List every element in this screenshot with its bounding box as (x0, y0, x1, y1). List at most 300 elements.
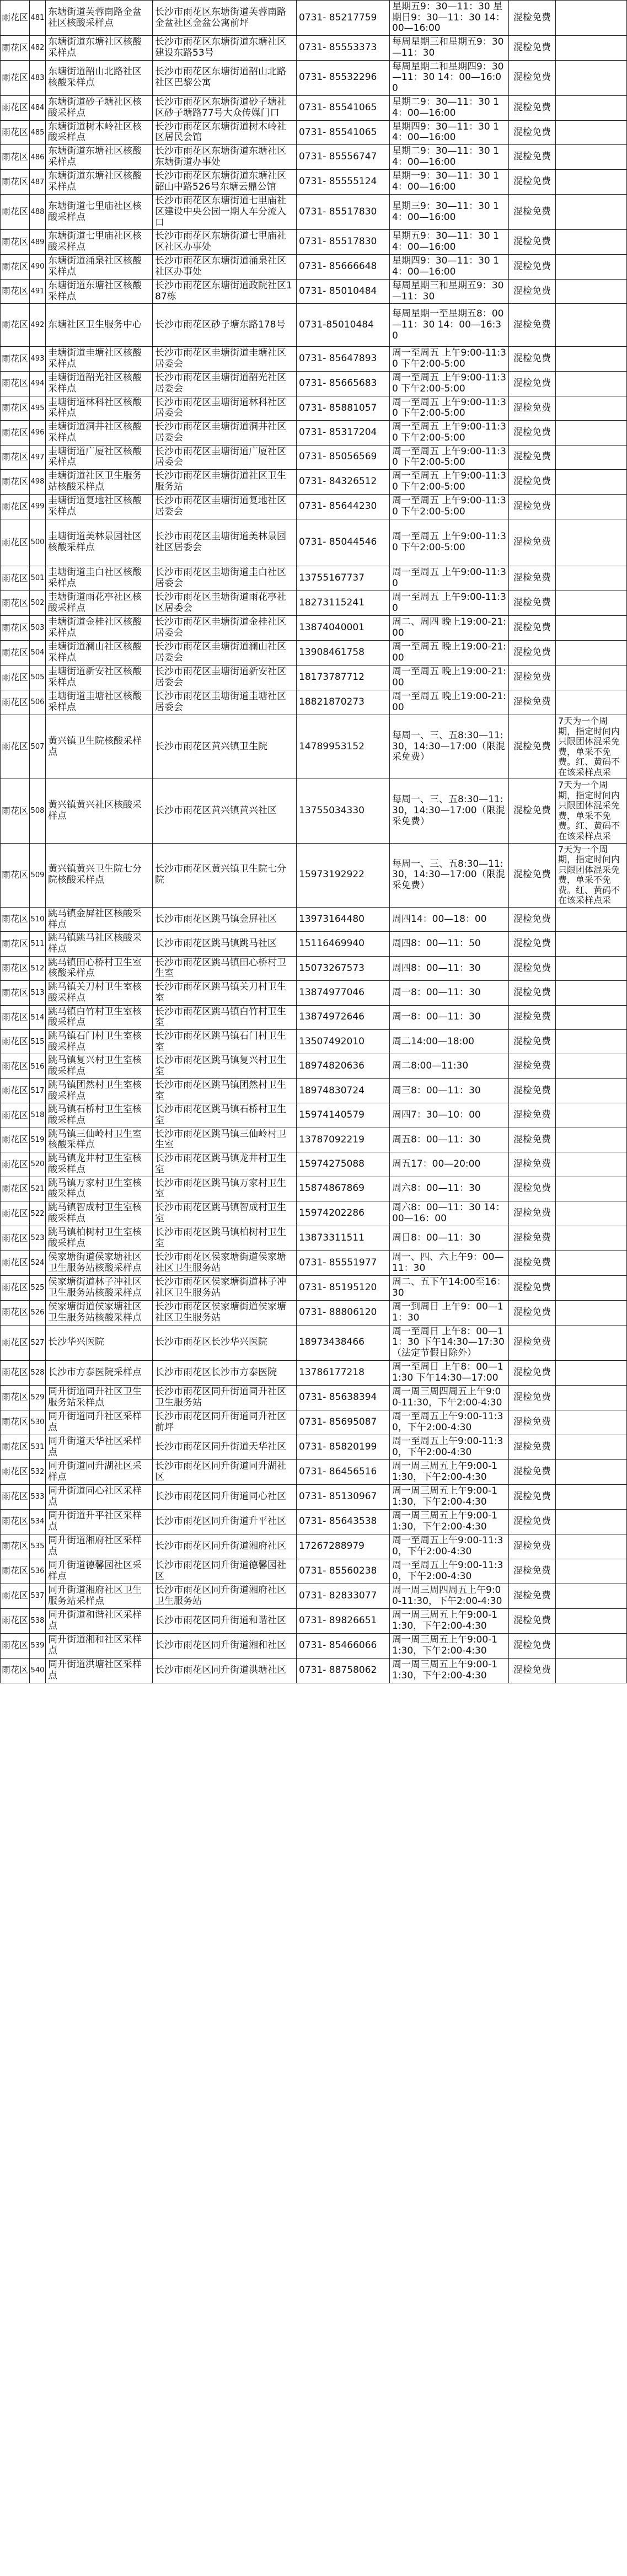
district-cell: 雨花区 (1, 1226, 30, 1251)
note-cell (556, 640, 627, 665)
district-cell: 雨花区 (1, 1608, 30, 1633)
note-cell (556, 665, 627, 690)
site-name-cell: 东塘街道涌泉社区核酸采样点 (46, 254, 153, 279)
table-row (1, 956, 627, 980)
district-cell: 雨花区 (1, 254, 30, 279)
number-cell: 504 (30, 640, 46, 665)
fee-cell: 混检免费 (509, 230, 556, 254)
phone-cell: 15974140579 (297, 1103, 390, 1128)
site-name-cell: 跳马镇石桥村卫生室核酸采样点 (46, 1103, 153, 1128)
table-row (1, 1633, 627, 1658)
address-cell: 长沙市雨花区跳马镇复兴村卫生室 (153, 1054, 297, 1078)
table-row (1, 591, 627, 615)
phone-cell: 0731- 88758062 (297, 1658, 390, 1683)
number-cell: 497 (30, 445, 46, 469)
site-name-cell: 侯家塘街道侯家塘社区卫生服务站核酸采样点 (46, 1251, 153, 1275)
phone-cell: 0731- 85647893 (297, 347, 390, 371)
table-row (1, 1325, 627, 1360)
address-cell: 长沙市雨花区圭塘街道金桂社区居委会 (153, 615, 297, 640)
table-row (1, 254, 627, 279)
phone-cell: 0731- 85555124 (297, 170, 390, 195)
note-cell (556, 1559, 627, 1584)
phone-cell: 0731- 82833077 (297, 1584, 390, 1608)
table-row (1, 469, 627, 494)
note-cell (556, 1509, 627, 1534)
site-name-cell: 东塘街道东塘社区核酸采样点 (46, 170, 153, 195)
site-name-cell: 圭塘街道复地社区核酸采样点 (46, 494, 153, 519)
hours-cell: 周二8:00—11:30 (390, 1054, 509, 1078)
fee-cell: 混检免费 (509, 421, 556, 445)
phone-cell: 13787092219 (297, 1128, 390, 1152)
note-cell (556, 195, 627, 230)
number-cell: 521 (30, 1177, 46, 1201)
phone-cell: 13755034330 (297, 779, 390, 843)
site-name-cell: 东塘街道东塘社区核酸采样点 (46, 145, 153, 170)
number-cell: 486 (30, 145, 46, 170)
fee-cell: 混检免费 (509, 36, 556, 60)
number-cell: 489 (30, 230, 46, 254)
fee-cell: 混检免费 (509, 1226, 556, 1251)
phone-cell: 0731- 85665683 (297, 371, 390, 396)
note-cell (556, 1300, 627, 1325)
number-cell: 506 (30, 690, 46, 715)
address-cell: 长沙市雨花区同升街道升平社区 (153, 1509, 297, 1534)
number-cell: 484 (30, 95, 46, 120)
number-cell: 499 (30, 494, 46, 519)
fee-cell: 混检免费 (509, 1054, 556, 1078)
hours-cell: 星期二9：30—11：30 14：00—16:00 (390, 95, 509, 120)
number-cell: 523 (30, 1226, 46, 1251)
fee-cell: 混检免费 (509, 1484, 556, 1509)
address-cell: 长沙市雨花区跳马镇田心桥村卫生室 (153, 956, 297, 980)
phone-cell: 0731- 85317204 (297, 421, 390, 445)
fee-cell: 混检免费 (509, 371, 556, 396)
address-cell: 长沙市雨花区东塘街道七里庙社区社区办事处 (153, 230, 297, 254)
district-cell: 雨花区 (1, 1275, 30, 1300)
district-cell: 雨花区 (1, 1435, 30, 1459)
fee-cell: 混检免费 (509, 1658, 556, 1683)
number-cell: 538 (30, 1608, 46, 1633)
note-cell (556, 1078, 627, 1103)
note-cell (556, 469, 627, 494)
site-name-cell: 圭塘街道圭塘社区核酸采样点 (46, 347, 153, 371)
hours-cell: 周一至周五上午9:00-11:30，下午2:00-4:30 (390, 1410, 509, 1435)
note-cell (556, 591, 627, 615)
hours-cell: 每周一、三、五8:30—11:30，14:30—17:00（限混采免费） (390, 779, 509, 843)
fee-cell: 混检免费 (509, 1608, 556, 1633)
number-cell: 535 (30, 1534, 46, 1559)
table-row (1, 1177, 627, 1201)
address-cell: 长沙市雨花区跳马镇万家村卫生室 (153, 1177, 297, 1201)
table-row (1, 195, 627, 230)
number-cell: 482 (30, 36, 46, 60)
table-row (1, 494, 627, 519)
fee-cell: 混检免费 (509, 1, 556, 36)
hours-cell: 周二14:00—18:00 (390, 1030, 509, 1054)
table-row (1, 1054, 627, 1078)
district-cell: 雨花区 (1, 304, 30, 347)
district-cell: 雨花区 (1, 1559, 30, 1584)
fee-cell: 混检免费 (509, 1152, 556, 1177)
district-cell: 雨花区 (1, 932, 30, 956)
address-cell: 长沙市雨花区东塘街道七里庙社区建设中央公园一期人车分流入口 (153, 195, 297, 230)
district-cell: 雨花区 (1, 494, 30, 519)
note-cell (556, 1275, 627, 1300)
table-row (1, 779, 627, 843)
fee-cell: 混检免费 (509, 1360, 556, 1385)
site-name-cell: 侯家塘街道林子冲社区卫生服务站核酸采样点 (46, 1275, 153, 1300)
fee-cell: 混检免费 (509, 304, 556, 347)
note-cell (556, 494, 627, 519)
note-cell (556, 1534, 627, 1559)
table-row (1, 1385, 627, 1410)
address-cell: 长沙市雨花区圭塘街道圭白社区居委会 (153, 566, 297, 591)
hours-cell: 周四14：00—18：00 (390, 907, 509, 931)
note-cell (556, 1360, 627, 1385)
phone-cell: 13786177218 (297, 1360, 390, 1385)
hours-cell: 周一至周五上午9:00-11:30，下午2:00-4:30 (390, 1534, 509, 1559)
hours-cell: 周一至周五 上午9:00-11:30 下午2:00-5:00 (390, 445, 509, 469)
table-row (1, 304, 627, 347)
note-cell (556, 1484, 627, 1509)
address-cell: 长沙市雨花区圭塘街道洞井社区居委会 (153, 421, 297, 445)
number-cell: 511 (30, 932, 46, 956)
hours-cell: 周一至周日 上午8：00—11：30 下午14:30—17:30（法定节假日除外） (390, 1325, 509, 1360)
address-cell: 长沙市雨花区侯家塘街道林子冲社区卫生服务站 (153, 1275, 297, 1300)
district-cell: 雨花区 (1, 1410, 30, 1435)
number-cell: 494 (30, 371, 46, 396)
hours-cell: 周一周三周五上午9:00-11:30，下午2:00-4:30 (390, 1459, 509, 1484)
table-row (1, 1509, 627, 1534)
hours-cell: 每周一、三、五8:30—11:30，14:30—17:00（限混采免费） (390, 843, 509, 907)
phone-cell: 18974830724 (297, 1078, 390, 1103)
district-cell: 雨花区 (1, 591, 30, 615)
hours-cell: 周一至周五 晚上19:00-21:00 (390, 665, 509, 690)
address-cell: 长沙市雨花区同升街道同升社区卫生服务站 (153, 1385, 297, 1410)
address-cell: 长沙市雨花区长沙华兴医院 (153, 1325, 297, 1360)
phone-cell: 0731- 85466066 (297, 1633, 390, 1658)
table-row (1, 640, 627, 665)
table-row (1, 615, 627, 640)
site-name-cell: 同升街道湘和社区采样点 (46, 1633, 153, 1658)
table-row (1, 279, 627, 303)
site-name-cell: 跳马镇三仙岭村卫生室核酸采样点 (46, 1128, 153, 1152)
site-name-cell: 同升街道同升社区卫生服务站采样点 (46, 1385, 153, 1410)
district-cell: 雨花区 (1, 170, 30, 195)
address-cell: 长沙市雨花区东塘街道东塘社区韶山中路526号东塘云鼎公馆 (153, 170, 297, 195)
note-cell (556, 1608, 627, 1633)
site-name-cell: 同升街道洪塘社区采样点 (46, 1658, 153, 1683)
fee-cell: 混检免费 (509, 981, 556, 1005)
phone-cell: 15116469940 (297, 932, 390, 956)
fee-cell: 混检免费 (509, 843, 556, 907)
table-row (1, 1559, 627, 1584)
district-cell: 雨花区 (1, 36, 30, 60)
district-cell: 雨花区 (1, 396, 30, 420)
number-cell: 503 (30, 615, 46, 640)
address-cell: 长沙市雨花区同升街道同升湖社区 (153, 1459, 297, 1484)
fee-cell: 混检免费 (509, 279, 556, 303)
fee-cell: 混检免费 (509, 120, 556, 144)
note-cell (556, 1658, 627, 1683)
note-cell (556, 279, 627, 303)
fee-cell: 混检免费 (509, 591, 556, 615)
site-name-cell: 东塘街道东塘社区核酸采样点 (46, 279, 153, 303)
note-cell (556, 371, 627, 396)
fee-cell: 混检免费 (509, 907, 556, 931)
district-cell: 雨花区 (1, 1078, 30, 1103)
phone-cell: 0731- 85644230 (297, 494, 390, 519)
address-cell: 长沙市雨花区圭塘街道广厦社区居委会 (153, 445, 297, 469)
district-cell: 雨花区 (1, 665, 30, 690)
district-cell: 雨花区 (1, 779, 30, 843)
address-cell: 长沙市雨花区同升街道湘和社区 (153, 1633, 297, 1658)
fee-cell: 混检免费 (509, 145, 556, 170)
note-cell (556, 1251, 627, 1275)
table-row (1, 1484, 627, 1509)
phone-cell: 18821870273 (297, 690, 390, 715)
number-cell: 509 (30, 843, 46, 907)
note-cell (556, 1054, 627, 1078)
hours-cell: 每周星期三和星期五9：30—11：30 (390, 279, 509, 303)
table-row (1, 981, 627, 1005)
address-cell: 长沙市雨花区圭塘街道澜山社区居委会 (153, 640, 297, 665)
address-cell: 长沙市雨花区跳马镇智成村卫生室 (153, 1201, 297, 1226)
address-cell: 长沙市雨花区东塘街道涌泉社区社区办事处 (153, 254, 297, 279)
hours-cell: 周四7：30—10：00 (390, 1103, 509, 1128)
district-cell: 雨花区 (1, 230, 30, 254)
district-cell: 雨花区 (1, 1584, 30, 1608)
table-row (1, 1534, 627, 1559)
phone-cell: 15974275088 (297, 1152, 390, 1177)
table-body (1, 1, 627, 1683)
phone-cell: 13874977046 (297, 981, 390, 1005)
phone-cell: 13973164480 (297, 907, 390, 931)
site-name-cell: 同升街道同升社区采样点 (46, 1410, 153, 1435)
hours-cell: 周二、五下午14:00至16：30 (390, 1275, 509, 1300)
site-name-cell: 圭塘街道圭白社区核酸采样点 (46, 566, 153, 591)
table-row (1, 230, 627, 254)
address-cell: 长沙市雨花区圭塘街道新安社区居委会 (153, 665, 297, 690)
site-name-cell: 同升街道天华社区采样点 (46, 1435, 153, 1459)
site-name-cell: 同升街道升平社区采样点 (46, 1509, 153, 1534)
note-cell (556, 690, 627, 715)
address-cell: 长沙市雨花区东塘街道砂子塘社区砂子塘路77号大众传媒门口 (153, 95, 297, 120)
fee-cell: 混检免费 (509, 1559, 556, 1584)
hours-cell: 每周星期二和星期四9：30—11：30 14：00—16:00 (390, 60, 509, 95)
table-row (1, 1201, 627, 1226)
hours-cell: 周一至周五 上午9:00-11:30 下午2:00-5:00 (390, 494, 509, 519)
note-cell: 7天为一个周期，指定时间内只限团体混采免费，单采不免费。红、黄码不在该采样点采 (556, 715, 627, 779)
table-row (1, 1005, 627, 1029)
phone-cell: 15073267573 (297, 956, 390, 980)
number-cell: 529 (30, 1385, 46, 1410)
phone-cell: 0731- 85044546 (297, 519, 390, 566)
address-cell: 长沙市雨花区圭塘街道林科社区居委会 (153, 396, 297, 420)
address-cell: 长沙市雨花区圭塘街道雨花亭社区居委会 (153, 591, 297, 615)
district-cell: 雨花区 (1, 1103, 30, 1128)
phone-cell: 13755167737 (297, 566, 390, 591)
number-cell: 516 (30, 1054, 46, 1078)
address-cell: 长沙市雨花区黄兴镇黄兴社区 (153, 779, 297, 843)
fee-cell: 混检免费 (509, 615, 556, 640)
hours-cell: 星期五9：30—11：30 星期日9：30—11：30 14：00—16:00 (390, 1, 509, 36)
district-cell: 雨花区 (1, 1251, 30, 1275)
phone-cell: 0731- 85556747 (297, 145, 390, 170)
district-cell: 雨花区 (1, 60, 30, 95)
phone-cell: 15874867869 (297, 1177, 390, 1201)
site-name-cell: 跳马镇跳马社区核酸采样点 (46, 932, 153, 956)
table-row (1, 519, 627, 566)
number-cell: 536 (30, 1559, 46, 1584)
hours-cell: 周二、周四 晚上19:00-21:00 (390, 615, 509, 640)
hours-cell: 周一至周五 上午9:00-11:30 (390, 566, 509, 591)
address-cell: 长沙市雨花区圭塘街道圭塘社区居委会 (153, 690, 297, 715)
note-cell: 7天为一个周期，指定时间内只限团体混采免费，单采不免费。红、黄码不在该采样点采 (556, 843, 627, 907)
district-cell: 雨花区 (1, 1385, 30, 1410)
number-cell: 534 (30, 1509, 46, 1534)
hours-cell: 周三8：00—11：30 (390, 1078, 509, 1103)
number-cell: 525 (30, 1275, 46, 1300)
site-name-cell: 跳马镇柏树村卫生室核酸采样点 (46, 1226, 153, 1251)
phone-cell: 17267288979 (297, 1534, 390, 1559)
hours-cell: 周一周三周五上午9:00-11:30，下午2:00-4:30 (390, 1658, 509, 1683)
site-name-cell: 圭塘街道洞井社区核酸采样点 (46, 421, 153, 445)
note-cell (556, 1385, 627, 1410)
phone-cell: 0731- 84326512 (297, 469, 390, 494)
address-cell: 长沙市雨花区东塘街道芙蓉南路金盆社区金盆公寓前坪 (153, 1, 297, 36)
fee-cell: 混检免费 (509, 1633, 556, 1658)
hours-cell: 周一周三周四周五上午9:00-11:30，下午2:00-4:30 (390, 1584, 509, 1608)
table-row (1, 396, 627, 420)
hours-cell: 周四8：00—11：30 (390, 956, 509, 980)
address-cell: 长沙市雨花区跳马镇金屏社区 (153, 907, 297, 931)
fee-cell: 混检免费 (509, 519, 556, 566)
site-name-cell: 长沙市方泰医院采样点 (46, 1360, 153, 1385)
site-name-cell: 黄兴镇卫生院核酸采样点 (46, 715, 153, 779)
table-row (1, 95, 627, 120)
address-cell: 长沙市雨花区跳马镇关刀村卫生室 (153, 981, 297, 1005)
table-row (1, 1360, 627, 1385)
phone-cell: 0731- 85541065 (297, 120, 390, 144)
district-cell: 雨花区 (1, 120, 30, 144)
address-cell: 长沙市雨花区东塘街道韶山北路社区巴黎公寓 (153, 60, 297, 95)
phone-cell: 0731- 89826651 (297, 1608, 390, 1633)
fee-cell: 混检免费 (509, 1584, 556, 1608)
hours-cell: 星期四9：30—11：30 14：00—16:00 (390, 120, 509, 144)
fee-cell: 混检免费 (509, 690, 556, 715)
fee-cell: 混检免费 (509, 494, 556, 519)
district-cell: 雨花区 (1, 1658, 30, 1683)
district-cell: 雨花区 (1, 1509, 30, 1534)
phone-cell: 0731- 85643538 (297, 1509, 390, 1534)
note-cell (556, 36, 627, 60)
address-cell: 长沙市雨花区黄兴镇卫生院七分院 (153, 843, 297, 907)
address-cell: 长沙市雨花区圭塘街道美林景园社区居委会 (153, 519, 297, 566)
table-row (1, 347, 627, 371)
address-cell: 长沙市雨花区同升街道洪塘社区 (153, 1658, 297, 1683)
table-row (1, 1103, 627, 1128)
number-cell: 481 (30, 1, 46, 36)
fee-cell: 混检免费 (509, 1435, 556, 1459)
table-row (1, 690, 627, 715)
site-name-cell: 黄兴镇黄兴卫生院七分院核酸采样点 (46, 843, 153, 907)
number-cell: 501 (30, 566, 46, 591)
fee-cell: 混检免费 (509, 1030, 556, 1054)
address-cell: 长沙市雨花区圭塘街道社区卫生服务站 (153, 469, 297, 494)
address-cell: 长沙市雨花区圭塘街道韶光社区居委会 (153, 371, 297, 396)
phone-cell: 0731- 85217759 (297, 1, 390, 36)
site-name-cell: 东塘社区卫生服务中心 (46, 304, 153, 347)
fee-cell: 混检免费 (509, 1325, 556, 1360)
address-cell: 长沙市雨花区砂子塘东路178号 (153, 304, 297, 347)
table-row (1, 566, 627, 591)
fee-cell: 混检免费 (509, 469, 556, 494)
address-cell: 长沙市雨花区跳马镇白竹村卫生室 (153, 1005, 297, 1029)
note-cell (556, 145, 627, 170)
site-name-cell: 黄兴镇黄兴社区核酸采样点 (46, 779, 153, 843)
fee-cell: 混检免费 (509, 95, 556, 120)
phone-cell: 0731-85010484 (297, 304, 390, 347)
fee-cell: 混检免费 (509, 445, 556, 469)
site-name-cell: 同升街道同心社区采样点 (46, 1484, 153, 1509)
address-cell: 长沙市雨花区黄兴镇卫生院 (153, 715, 297, 779)
phone-cell: 13874972646 (297, 1005, 390, 1029)
table-row (1, 1226, 627, 1251)
site-name-cell: 东塘街道树木岭社区核酸采样点 (46, 120, 153, 144)
address-cell: 长沙市雨花区同升街道同升社区前坪 (153, 1410, 297, 1435)
number-cell: 510 (30, 907, 46, 931)
district-cell: 雨花区 (1, 1484, 30, 1509)
hours-cell: 周一至周五 上午9:00-11:30 下午2:00-5:00 (390, 519, 509, 566)
address-cell: 长沙市雨花区圭塘街道圭塘社区居委会 (153, 347, 297, 371)
fee-cell: 混检免费 (509, 254, 556, 279)
district-cell: 雨花区 (1, 1005, 30, 1029)
table-row (1, 1275, 627, 1300)
number-cell: 502 (30, 591, 46, 615)
hours-cell: 周一至周五上午9:00-11:30，下午2:00-4:30 (390, 1435, 509, 1459)
district-cell: 雨花区 (1, 145, 30, 170)
hours-cell: 周一周三周五上午9:00-11:30，下午2:00-4:30 (390, 1509, 509, 1534)
note-cell (556, 1103, 627, 1128)
fee-cell: 混检免费 (509, 1534, 556, 1559)
district-cell: 雨花区 (1, 1201, 30, 1226)
fee-cell: 混检免费 (509, 170, 556, 195)
hours-cell: 周六8：00—11：30 (390, 1177, 509, 1201)
fee-cell: 混检免费 (509, 715, 556, 779)
fee-cell: 混检免费 (509, 1177, 556, 1201)
number-cell: 522 (30, 1201, 46, 1226)
phone-cell: 15973192922 (297, 843, 390, 907)
district-cell: 雨花区 (1, 445, 30, 469)
note-cell: 7天为一个周期，指定时间内只限团体混采免费，单采不免费。红、黄码不在该采样点采 (556, 779, 627, 843)
hours-cell: 星期三9：30—11：30 14：00—16:00 (390, 195, 509, 230)
note-cell (556, 396, 627, 420)
fee-cell: 混检免费 (509, 60, 556, 95)
district-cell: 雨花区 (1, 1459, 30, 1484)
note-cell (556, 421, 627, 445)
note-cell (556, 519, 627, 566)
district-cell: 雨花区 (1, 615, 30, 640)
table-row (1, 932, 627, 956)
table-row (1, 1251, 627, 1275)
number-cell: 483 (30, 60, 46, 95)
number-cell: 508 (30, 779, 46, 843)
hours-cell: 周一至周五 上午9:00-11:30 下午2:00-5:00 (390, 396, 509, 420)
note-cell (556, 981, 627, 1005)
hours-cell: 周一周三周五上午9:00-11:30，下午2:00-4:30 (390, 1484, 509, 1509)
hours-cell: 星期一9：30—11：30 14：00—16:00 (390, 170, 509, 195)
